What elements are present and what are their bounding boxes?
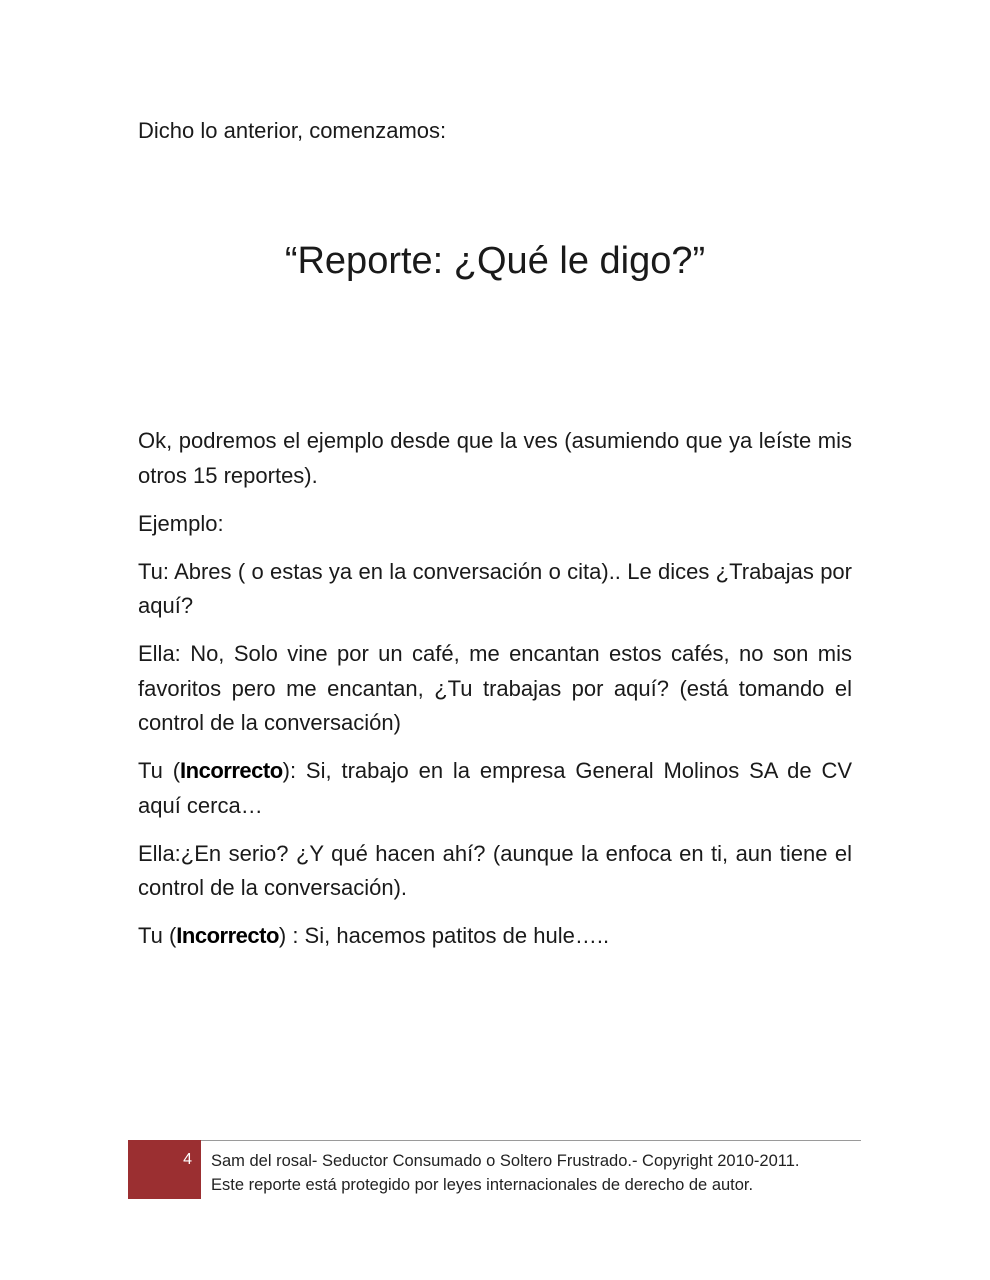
- footer-divider: [128, 1140, 861, 1141]
- report-body: [138, 424, 852, 967]
- paragraph-example-label: Ejemplo:: [138, 510, 224, 536]
- report-title: “Reporte: ¿Qué le digo?”: [284, 240, 706, 282]
- intro-text: Dicho lo anterior, comenzamos:: [138, 118, 447, 143]
- paragraph-dialogue-tu-2: [138, 754, 852, 823]
- paragraph-dialogue-ella-2: Ella:¿En serio? ¿Y qué hacen ahí? (aunque la enfoca en ti, aun tiene el control de la conversación).: [138, 840, 852, 900]
- paragraph-dialogue-ella-1: Ella: No, Solo vine por un café, me encantan estos cafés, no son mis favoritos pero me encantan, ¿Tu trabajas por aquí? (está tomando el control de la conversación): [138, 641, 852, 735]
- incorrect-label: Incorrecto: [180, 758, 283, 783]
- dialogue-text: ) : Si, hacemos patitos de hule…..: [278, 923, 610, 948]
- footer-copyright: [211, 1149, 861, 1197]
- speaker-label: Tu (: [138, 758, 181, 783]
- paragraph-intro: Ok, podremos el ejemplo desde que la ves (asumiendo que ya leíste mis otros 15 reportes).: [138, 428, 852, 488]
- page-number: 4: [183, 1151, 192, 1168]
- footer-line-1: Sam del rosal- Seductor Consumado o Soltero Frustrado.- Copyright 2010-2011.: [211, 1152, 800, 1170]
- incorrect-label: Incorrecto: [176, 923, 279, 948]
- dialogue-text: ): Si, trabajo en la empresa General Molinos SA de CV aquí cerca…: [138, 758, 853, 818]
- paragraph-dialogue-tu-3: [138, 919, 852, 954]
- footer-line-2: Este reporte está protegido por leyes internacionales de derecho de autor.: [211, 1176, 754, 1194]
- speaker-label: Tu (: [138, 923, 177, 948]
- paragraph-dialogue-tu-1: Tu: Abres ( o estas ya en la conversación o cita).. Le dices ¿Trabajas por aquí?: [138, 558, 852, 618]
